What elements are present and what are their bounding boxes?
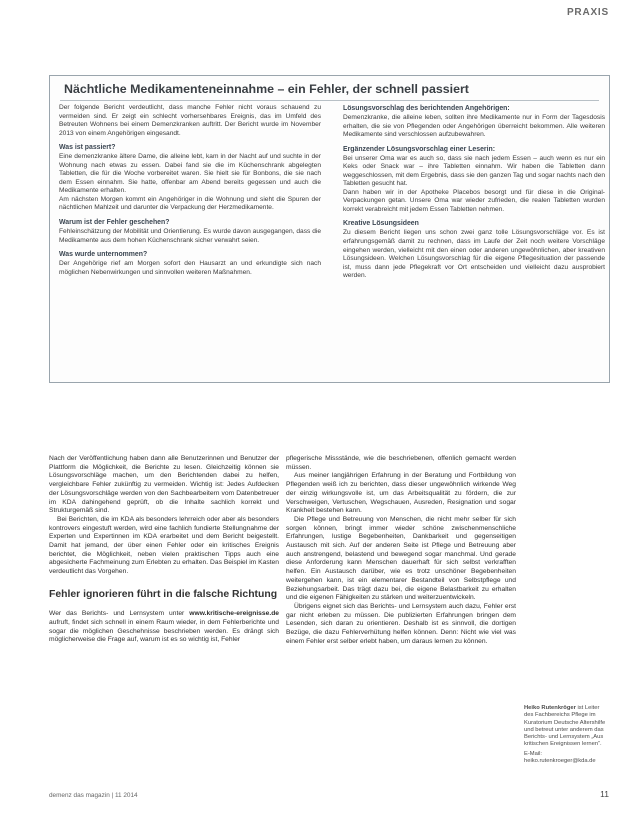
box-text: Der Angehörige rief am Morgen sofort den Hausarzt an und erkundigte sich nach möglichen Nebenwirkungen und sinnvollen weiteren Maßnahmen. bbox=[59, 260, 321, 276]
box-text: Dann haben wir in der Apotheke Placebos besorgt und für diese in die Original-Verpackungen getan. Unsere Oma war wieder zufrieden, die realen Tabletten wurden korrekt verabreicht mit jedem Essen Tabletten nehmen. bbox=[343, 188, 605, 213]
box-heading-actions: Was wurde unternommen? bbox=[59, 251, 148, 259]
box-text: Am nächsten Morgen kommt ein Angehöriger in die Wohnung und sieht die Spuren der nächtlichen Mahlzeit und darunter die Verpackung der Herzmedikamente. bbox=[59, 195, 321, 212]
box-intro: Der folgende Bericht verdeutlicht, dass manche Fehler nicht voraus schauend zu vermeiden sind. Er zeigt ein schlecht vorhersehbares Ereignis, das im Umfeld des Betreuten Wohnens bei einem Demenzkranken auftritt. Der Bericht wurde im November 2013 von einem Angehörigen eingesandt. bbox=[59, 104, 321, 137]
footer-publication: demenz das magazin | 11 2014 bbox=[49, 792, 138, 799]
box-heading-reader-proposal: Ergänzender Lösungsvorschlag einer Leserin: bbox=[343, 145, 496, 153]
article-paragraph: Die Pflege und Betreuung von Menschen, die nicht mehr selber für sich sorgen können, bringt immer wieder schöne zwischenmenschliche Erfahrungen, lustige Begebenheiten, Dankbarkeit und gegenseitigen Austausch mit sich. Auf der anderen Seite ist Pflege und Betreuung aber auch anstrengend, belastend und bewegend sogar manchmal. Und gerade diese Anforderung kann Menschen dauerhaft für sich selbst verkrafften helfen. Ein Austausch darüber, wie es trotz unschöner Begebenheiten weitergehen kann, ist ein elementarer Bestandteil von Selbstpflege und Beziehungsarbeit. Das trägt dazu bei, die eigene Belastbarkeit zu erhalten und die eigenen Fähigkeiten zu stärken und weiterzuentwickeln. bbox=[286, 515, 516, 602]
box-heading-proposal: Lösungsvorschlag des berichtenden Angehörigen: bbox=[343, 105, 510, 112]
box-heading-creative: Kreative Lösungsideen bbox=[343, 220, 419, 228]
box-title: Nächtliche Medikamenteneinnahme – ein Fehler, der schnell passiert bbox=[64, 82, 469, 96]
article-text: Wer das Berichts- und Lernsystem unter bbox=[49, 610, 190, 618]
box-text: Bei unserer Oma war es auch so, dass sie nach jedem Essen – auch wenn es nur ein Keks oder Snack war – ihre Tabletten einnahm. Wir haben die Tabletten dann weggeschlossen, mit dem Ergebnis, dass sie den ganzen Tag und sogar nachts nach den Tabletten gesucht hat. bbox=[343, 154, 605, 188]
box-divider bbox=[60, 100, 599, 101]
article-column-2 bbox=[286, 455, 516, 646]
article-paragraph: Aus meiner langjährigen Erfahrung in der Beratung und Fortbildung von Pflegenden weiß ich zu berichten, dass dieser ungewöhnlich wirkende Weg der einzig wirkungsvolle ist, um das Arbeitsqualität zu fördern, die zur Verschweigen, Vertuschen, Wegschauen, Ausreden, Resignation und sogar Krankheit bestehen kann. bbox=[286, 472, 516, 515]
article-paragraph: Nach der Veröffentlichung haben dann alle Benutzerinnen und Benutzer der Plattform die Möglichkeit, die Berichte zu lesen. Gleichzeitig können sie Lösungsvorschläge machen, um den Berichtenden dabei zu helfen, vergleichbare Fehler zukünftig zu vermeiden. Wichtig ist: Jedes Aufdecken der Lösungsvorschläge werden von den Sachbearbeitern vom Datenbetreuer im KDA dahingehend geprüft, ob die Inhalte sachlich korrekt und Strukturgemäß sind. bbox=[49, 455, 279, 515]
article-paragraph bbox=[49, 610, 279, 645]
box-heading-why: Warum ist der Fehler geschehen? bbox=[59, 219, 170, 227]
author-email[interactable]: E-Mail: heiko.rutenkroeger@kda.de bbox=[524, 750, 596, 765]
article-paragraph: Bei Berichten, die im KDA als besonders lehrreich oder aber als besonders kontrovers eingestuft werden, wird eine fachlich fundierte Stellungnahme der Experten und Expertinnen im KDA erarbeitet und dem Bericht beigestellt. Damit hat jemand, der über einen Fehler oder ein kritisches Ereignis berichtet, die Möglichkeit, neben vielen praktischen Tipps auch eine abgesicherte Fachmeinung zum Erlebten zu erhalten. Das Beispiel im Kasten verdeutlicht das Vorgehen. bbox=[49, 515, 279, 576]
box-right-column bbox=[343, 104, 605, 281]
article-paragraph: pflegerische Missstände, wie die beschriebenen, offenlich gemacht werden müssen. bbox=[286, 455, 516, 471]
box-left-column bbox=[59, 104, 321, 277]
article-text: aufruft, findet sich schnell in einem Raum wieder, in dem Fehlerberichte und sogar die möglichen Geschehnisse beschrieben werden. Es drängt sich möglicherweise die Frage auf, warum ist es so wichtig ist, Fehler bbox=[49, 619, 279, 644]
article-subheading: Fehler ignorieren führt in die falsche Richtung bbox=[49, 588, 278, 600]
box-text: Eine demenzkranke ältere Dame, die alleine lebt, kam in der Nacht auf und suchte in der Wohnung nach etwas zu essen. Dabei fand sie die im Küchenschrank abgelegten Tabletten, die für die Woche vorbereitet waren. Sie hielt sie für Bonbons, die sie nach dem Essen einnahm. Sie hatte, offenbar am Abend bereits gegessen und auch die Medikamente erhalten. bbox=[59, 153, 321, 195]
case-report-box bbox=[49, 75, 610, 383]
section-label: PRAXIS bbox=[566, 7, 609, 18]
box-text: Demenzkranke, die alleine leben, sollten ihre Medikamente nur in Form der Tagesdosis erhalten, die sie von Pflegenden oder Angehörigen überreicht bekommen. Alle weiteren Medikamente sind verschlossen aufzubewahren. bbox=[343, 114, 605, 139]
article-paragraph: Übrigens eignet sich das Berichts- und Lernsystem auch dazu, Fehler erst gar nicht erleben zu müssen. Die publizierten Erfahrungen bringen dem Lesenden, sich daran zu orientieren. Deshalb ist es sinnvoll, die dortigen Bezüge, die dazu Fehlerverhütung helfen können. Denn: Nicht wie viel was einem Fehler erst selber erlebt haben, um daraus lernen zu können. bbox=[286, 602, 516, 645]
box-heading-what-happened: Was ist passiert? bbox=[59, 144, 116, 152]
author-bio: ist Leiter des Fachbereichs Pflege im Kuratorium Deutsche Altershilfe und betreut unter anderem das Berichts- und Lernsystem „Aus kritischen Ereignissen lernen“. bbox=[524, 705, 606, 748]
website-link[interactable]: www.kritische-ereignisse.de bbox=[189, 610, 279, 618]
article-column-1 bbox=[49, 455, 279, 645]
author-info bbox=[524, 705, 606, 765]
box-text: Zu diesem Bericht liegen uns schon zwei ganz tolle Lösungsvorschläge vor. Es ist erfahrungsgemäß damit zu rechnen, dass im Laufe der Zeit noch weitere Vorschläge eingehen werden, vielleicht mit den einen oder anderen ungewöhnlichen, aber kreativen Lösungsideen. Welchen Lösungsvorschlag für die eigene Pflegesituation der passende ist, muss dann jede Pflegekraft vor Ort entscheiden und vielleicht dazu ausprobiert werden. bbox=[343, 229, 605, 280]
author-name: Heiko Rutenkröger bbox=[524, 705, 576, 711]
box-text: Fehleinschätzung der Mobilität und Orientierung. Es wurde davon ausgegangen, dass die Medikamente aus dem hohen Küchenschrank sicher verwahrt seien. bbox=[59, 228, 321, 244]
page-number: 11 bbox=[600, 789, 609, 799]
